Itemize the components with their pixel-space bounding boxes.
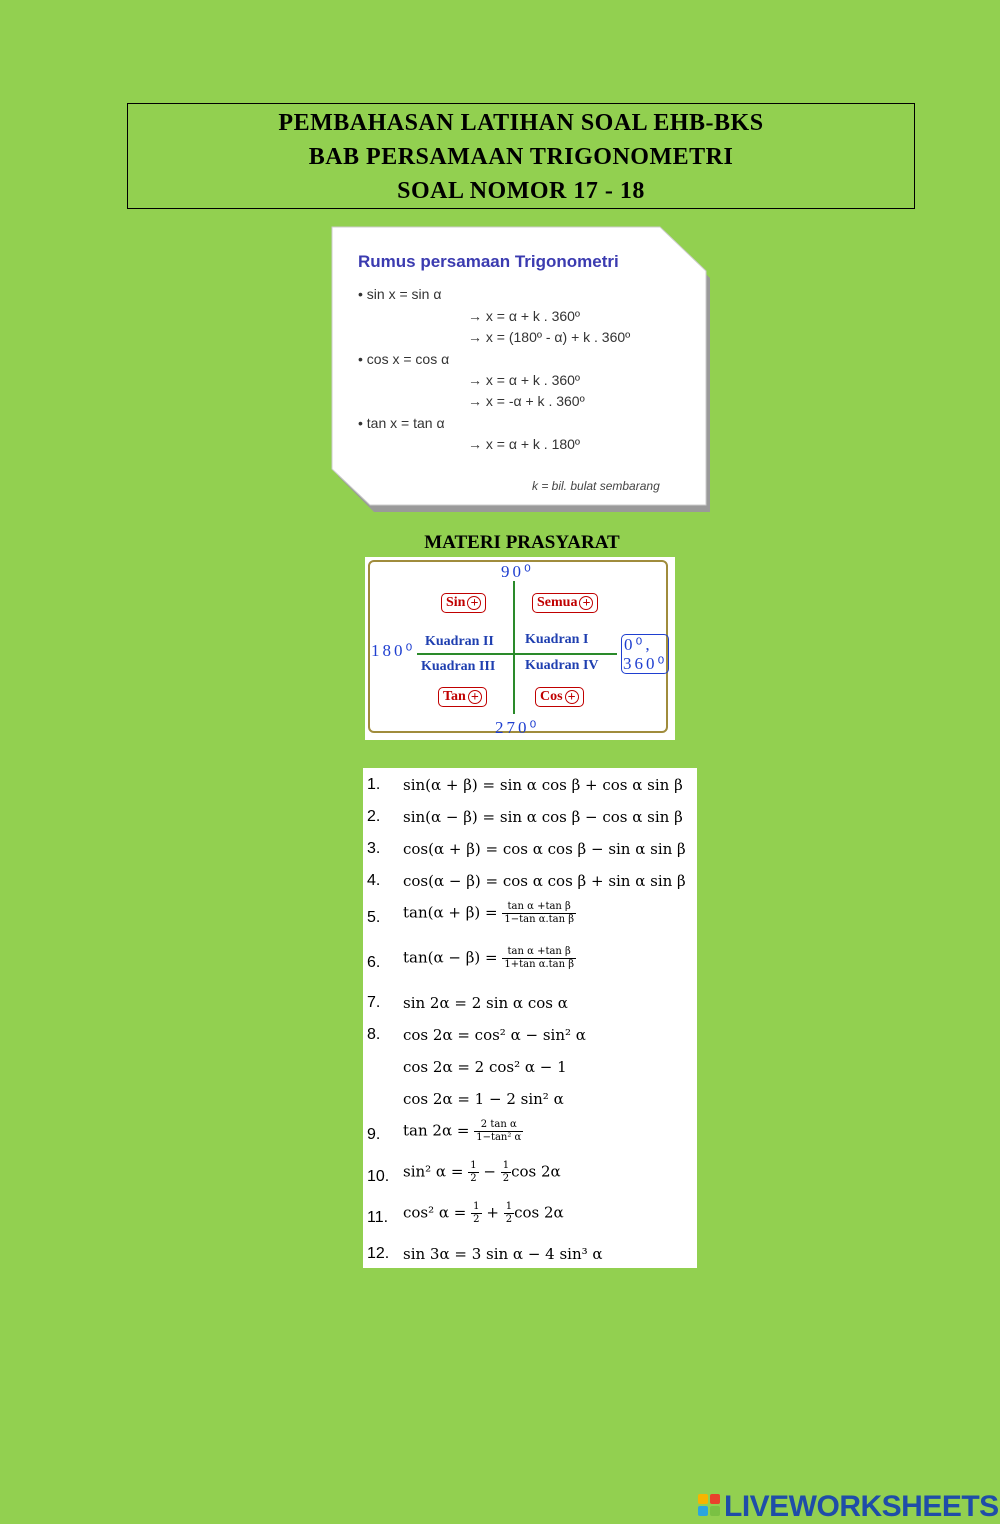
title-box bbox=[127, 103, 915, 209]
formula-6-fraction bbox=[502, 946, 576, 971]
formula-number: 11. bbox=[367, 1209, 389, 1226]
formula-11 bbox=[403, 1201, 564, 1226]
liveworksheets-logo-icon bbox=[698, 1494, 722, 1518]
plus-icon: + bbox=[467, 596, 481, 610]
rumus-title: Rumus persamaan Trigonometri bbox=[358, 252, 619, 271]
half-fraction bbox=[501, 1160, 511, 1185]
half-fraction bbox=[504, 1201, 514, 1226]
formula-9 bbox=[403, 1119, 523, 1144]
fraction-denominator: 2 bbox=[502, 1173, 510, 1184]
prasyarat-title: MATERI PRASYARAT bbox=[424, 532, 620, 553]
formula-number: 5. bbox=[367, 909, 381, 926]
fraction-numerator: tan α +tan β bbox=[502, 946, 576, 959]
fraction-denominator: 2 bbox=[505, 1214, 513, 1225]
formula-8b: cos 2α = 2 cos² α − 1 bbox=[403, 1058, 567, 1076]
rumus-line: → x = (180º - α) + k . 360º bbox=[468, 329, 631, 345]
sin-positive-badge bbox=[441, 593, 486, 613]
rumus-line: → x = -α + k . 360º bbox=[468, 393, 585, 409]
fraction-numerator: 1 bbox=[505, 1201, 513, 1212]
rumus-line: → x = α + k . 360º bbox=[468, 372, 581, 388]
formula-7: sin 2α = 2 sin α cos α bbox=[403, 994, 568, 1012]
x-axis bbox=[417, 653, 617, 655]
rumus-note: k = bil. bulat sembarang bbox=[532, 479, 660, 493]
kuadran-1: Kuadran I bbox=[525, 632, 589, 647]
cos-positive-badge bbox=[535, 687, 584, 707]
formula-5-fraction bbox=[502, 901, 576, 926]
title-line-1: PEMBAHASAN LATIHAN SOAL EHB-BKS bbox=[278, 110, 764, 136]
cos-label: Cos bbox=[540, 689, 563, 704]
formula-4: cos(α − β) = cos α cos β + sin α sin β bbox=[403, 872, 686, 890]
formula-10-rhs: cos 2α bbox=[511, 1162, 561, 1181]
rumus-line: • tan x = tan α bbox=[358, 415, 445, 431]
formula-1: sin(α + β) = sin α cos β + cos α sin β bbox=[403, 776, 683, 794]
fraction-denominator: 1+tan α.tan β bbox=[504, 959, 575, 970]
half-fraction bbox=[468, 1160, 478, 1185]
title-line-3: SOAL NOMOR 17 - 18 bbox=[397, 178, 645, 204]
tan-positive-badge bbox=[438, 687, 487, 707]
fraction-numerator: tan α +tan β bbox=[502, 901, 576, 914]
formula-number: 10. bbox=[367, 1168, 390, 1185]
formula-number: 12. bbox=[367, 1245, 390, 1262]
formula-2: sin(α − β) = sin α cos β − cos α sin β bbox=[403, 808, 683, 826]
half-fraction bbox=[471, 1201, 481, 1226]
kuadran-3: Kuadran III bbox=[421, 659, 496, 674]
fraction-numerator: 2 tan α bbox=[474, 1119, 523, 1132]
title-line-2: BAB PERSAMAAN TRIGONOMETRI bbox=[308, 144, 734, 170]
formula-number: 2. bbox=[367, 808, 381, 825]
formula-12: sin 3α = 3 sin α − 4 sin³ α bbox=[403, 1245, 603, 1263]
formula-6-lhs: tan(α − β) = bbox=[403, 948, 498, 967]
formula-9-lhs: tan 2α = bbox=[403, 1121, 470, 1140]
y-axis bbox=[513, 581, 515, 714]
deg-90: 90⁰ bbox=[501, 562, 534, 581]
formula-number: 4. bbox=[367, 872, 381, 889]
fraction-denominator: 2 bbox=[473, 1214, 480, 1225]
fraction-numerator: 1 bbox=[473, 1201, 480, 1212]
sin-label: Sin bbox=[446, 595, 466, 610]
formula-number: 7. bbox=[367, 994, 381, 1011]
formula-number: 1. bbox=[367, 776, 381, 793]
deg-270: 270⁰ bbox=[495, 718, 540, 737]
tan-label: Tan bbox=[443, 689, 466, 704]
plus-icon: + bbox=[468, 690, 482, 704]
formula-10-lhs: sin² α = bbox=[403, 1162, 464, 1181]
rumus-line: → x = α + k . 180º bbox=[468, 436, 581, 452]
plus-icon: + bbox=[565, 690, 579, 704]
deg-0: 0⁰, bbox=[624, 635, 653, 654]
rumus-line: • sin x = sin α bbox=[358, 286, 442, 302]
liveworksheets-logo-text: LIVEWORKSHEETS bbox=[724, 1490, 999, 1523]
fraction-denominator: 1−tan α.tan β bbox=[504, 914, 575, 925]
quadrant-diagram bbox=[365, 557, 675, 740]
formula-5-lhs: tan(α + β) = bbox=[403, 903, 498, 922]
kuadran-2: Kuadran II bbox=[425, 634, 494, 649]
formula-5 bbox=[403, 901, 576, 926]
rumus-line: • cos x = cos α bbox=[358, 351, 450, 367]
fraction-numerator: 1 bbox=[502, 1160, 510, 1171]
rumus-card bbox=[330, 225, 710, 513]
plus-icon: + bbox=[579, 596, 593, 610]
formula-8c: cos 2α = 1 − 2 sin² α bbox=[403, 1090, 564, 1108]
formula-9-fraction bbox=[474, 1119, 523, 1144]
formula-6 bbox=[403, 946, 576, 971]
minus-sign: − bbox=[483, 1162, 496, 1181]
fraction-numerator: 1 bbox=[470, 1160, 477, 1171]
formula-number: 8. bbox=[367, 1026, 381, 1043]
formula-number: 6. bbox=[367, 954, 381, 971]
deg-180: 180⁰ bbox=[371, 641, 416, 660]
formula-list bbox=[363, 768, 697, 1268]
rumus-line: → x = α + k . 360º bbox=[468, 308, 581, 324]
formula-8a: cos 2α = cos² α − sin² α bbox=[403, 1026, 586, 1044]
formula-number: 9. bbox=[367, 1126, 381, 1143]
kuadran-4: Kuadran IV bbox=[525, 658, 599, 673]
formula-11-lhs: cos² α = bbox=[403, 1203, 467, 1222]
fraction-denominator: 1−tan² α bbox=[476, 1132, 522, 1143]
plus-sign: + bbox=[486, 1203, 499, 1222]
formula-number: 3. bbox=[367, 840, 381, 857]
deg-360: 360⁰ bbox=[623, 654, 668, 673]
formula-10 bbox=[403, 1160, 561, 1185]
fraction-denominator: 2 bbox=[470, 1173, 477, 1184]
semua-positive-badge bbox=[532, 593, 598, 613]
formula-11-rhs: cos 2α bbox=[514, 1203, 564, 1222]
semua-label: Semua bbox=[537, 595, 578, 610]
formula-3: cos(α + β) = cos α cos β − sin α sin β bbox=[403, 840, 686, 858]
